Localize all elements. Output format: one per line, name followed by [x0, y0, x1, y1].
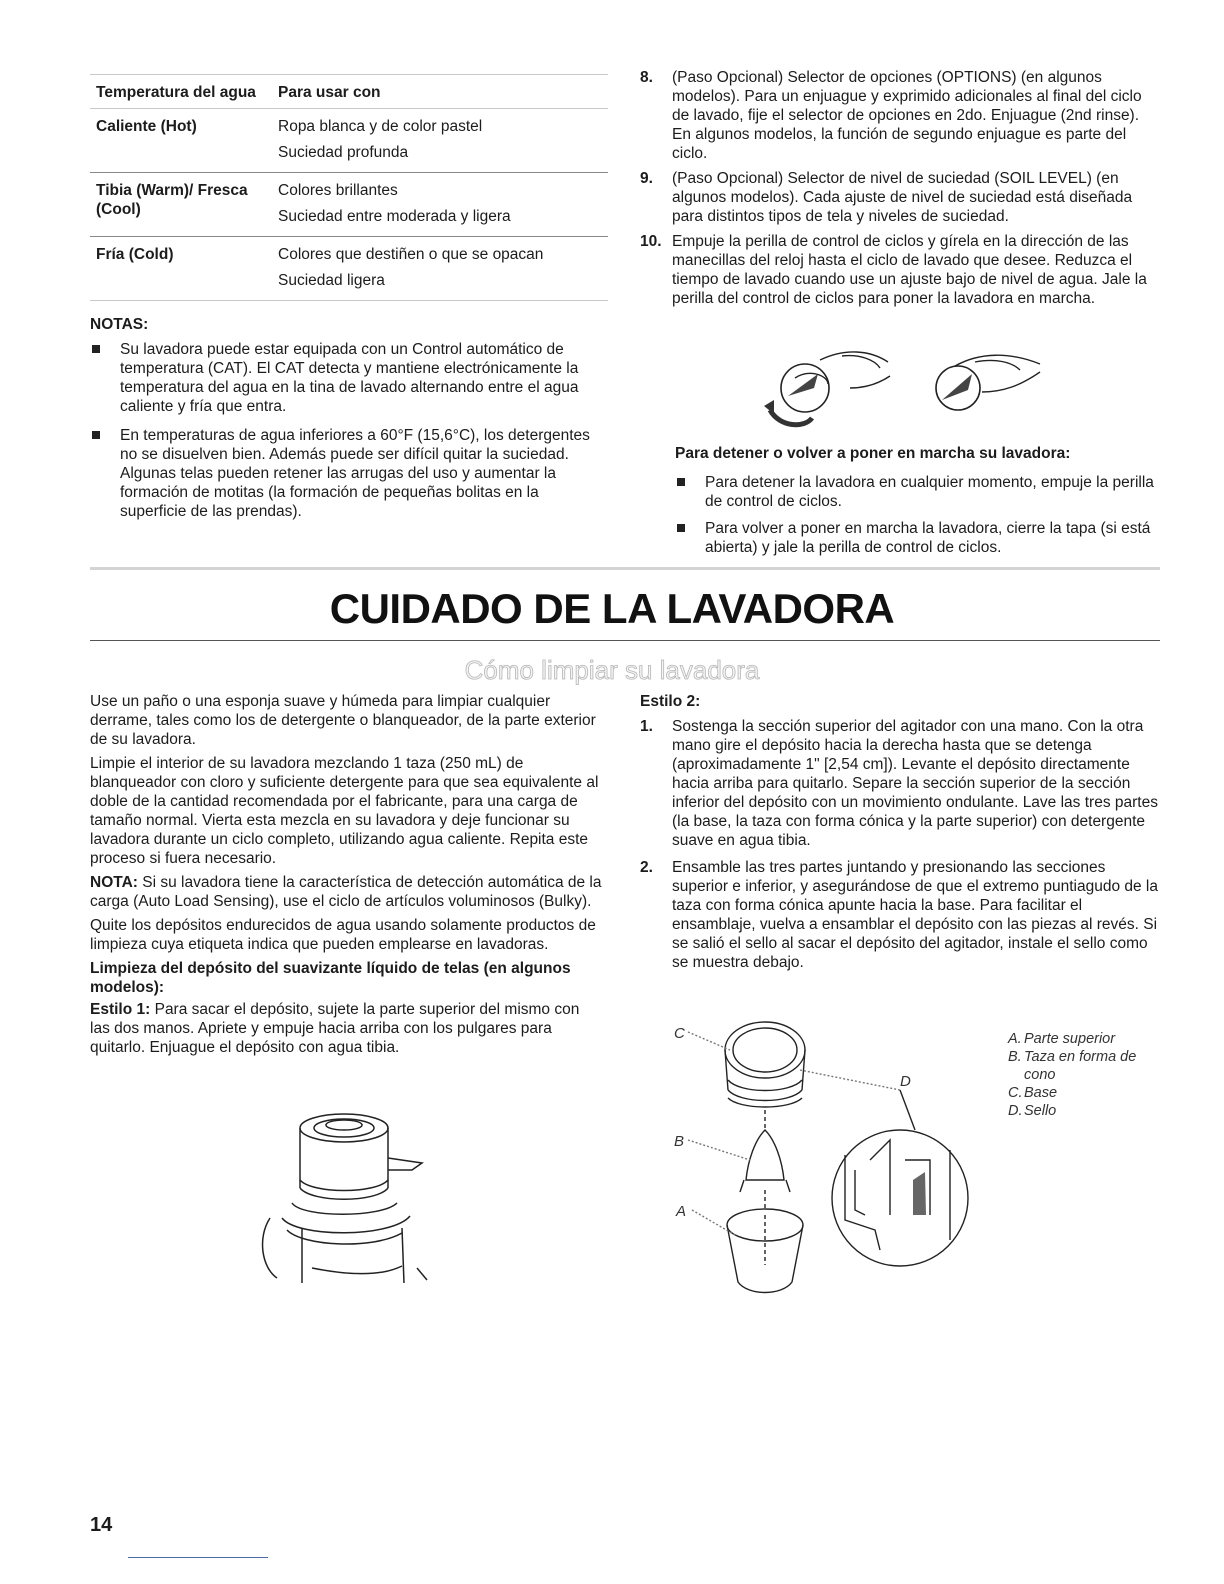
table-bottom-rule [90, 300, 608, 301]
table-row [90, 173, 608, 232]
list-item [640, 858, 1160, 972]
note-text: En temperaturas de agua inferiores a 60°F (15,6°C), los detergentes no se disuelven bien. Además puede ser difícil quitar la suciedad. Algunas telas pueden retener las arrugas del uso y aumentar la formación de motitas (la formación de pequeñas bolitas en la superficie de las prendas). [120, 427, 590, 520]
list-item [675, 519, 1165, 557]
callout-d: D [900, 1073, 911, 1090]
step-number: 2. [640, 859, 653, 876]
use-item: Ropa blanca y de color pastel [278, 118, 483, 135]
style-1-paragraph [90, 1000, 602, 1057]
temp-warm-cool: Tibia (Warm)/ Fresca (Cool) [96, 182, 248, 218]
legend-key: B. [1008, 1049, 1022, 1065]
section-divider [90, 567, 1160, 570]
use-item: Suciedad ligera [278, 272, 385, 289]
use-item: Suciedad entre moderada y ligera [278, 208, 511, 225]
step-text: Sostenga la sección superior del agitador con una mano. Con la otra mano gire el depósito hacia la derecha hasta que se detenga (aproximadamente 1" [2,54 cm]). Levante el depósito directamente hacia arriba para quitarlo. Separe la sección superior de la sección inferior del depósito con un movimiento ondulante. Lave las tres partes (la base, la taza con forma cónica y la parte superior) con detergente suave en agua tibia. [672, 718, 1158, 849]
cleaning-instructions [90, 692, 602, 1062]
paragraph: Limpie el interior de su lavadora mezclando 1 taza (250 mL) de blanqueador con cloro y suficiente detergente para que sea equivalente al doble de la cantidad recomendada por el fabricante, para una carga de tamaño normal. Vierta esta mezcla en su lavadora y deje funcionar su lavadora durante un ciclo completo, utilizando agua caliente. Repita este proceso si fuera necesario. [90, 755, 599, 867]
list-item [640, 68, 1160, 163]
cycle-knob-illustration [750, 348, 1050, 438]
list-item [640, 169, 1160, 226]
restart-text: Para volver a poner en marcha la lavadora, cierre la tapa (si está abierta) y jale la perilla de control de ciclos. [705, 520, 1151, 556]
table-row [90, 109, 608, 168]
dispenser-parts-diagram [660, 1010, 990, 1300]
water-temperature-table [90, 74, 608, 301]
temp-hot: Caliente (Hot) [96, 118, 197, 135]
style-2-instructions [640, 692, 1160, 980]
title-underline [90, 640, 1160, 641]
step-number: 10. [640, 233, 662, 250]
legend-item [1008, 1048, 1158, 1084]
step-text: (Paso Opcional) Selector de nivel de suciedad (SOIL LEVEL) (en algunos modelos). Cada ajuste de nivel de suciedad está diseñada para distintos tipos de tela y niveles de suciedad. [672, 170, 1133, 225]
step-text: Empuje la perilla de control de ciclos y gírela en la dirección de las manecillas del reloj hasta el ciclo de lavado que desee. Reduzca el tiempo de lavado cuando use un ajuste bajo de nivel de agua. Jale la perilla del control de ciclos para poner la lavadora en marcha. [672, 233, 1147, 307]
legend-item [1008, 1084, 1158, 1102]
note-text: Su lavadora puede estar equipada con un Control automático de temperatura (CAT). El CAT detecta y mantiene electrónicamente la temperatura del agua en la tina de lavado alternando entre el agua caliente y fría que entra. [120, 341, 579, 415]
step-number: 9. [640, 170, 653, 187]
notes-section [90, 316, 608, 531]
stop-heading: Para detener o volver a poner en marcha su lavadora: [675, 445, 1071, 462]
paragraph: Quite los depósitos endurecidos de agua usando solamente productos de limpieza cuya etiqueta indica que pueden emplearse en lavadoras. [90, 917, 596, 953]
use-item: Suciedad profunda [278, 144, 409, 161]
legend-item [1008, 1030, 1158, 1048]
header-use-with: Para usar con [278, 84, 381, 101]
bullet-square-icon [677, 524, 685, 532]
wash-steps [640, 68, 1160, 314]
list-item [640, 717, 1160, 850]
header-temperature: Temperatura del agua [96, 84, 256, 101]
parts-legend [1008, 1030, 1158, 1120]
notes-title: NOTAS: [90, 316, 149, 333]
bullet-square-icon [677, 478, 685, 486]
stop-restart-section [675, 444, 1165, 565]
step-text: Ensamble las tres partes juntando y presionando las secciones superior e inferior, y asegurándose de que el extremo puntiagudo de la taza con forma cónica apunte hacia la base. Para facilitar el ensamblaje, vuelva a ensamblar el depósito con las piezas al revés. Si se salió el sello al sacar el depósito del agitador, instale el sello como se muestra debajo. [672, 859, 1158, 971]
step-number: 1. [640, 718, 653, 735]
bottom-rule [128, 1557, 268, 1558]
list-item [90, 426, 608, 521]
page-title: CUIDADO DE LA LAVADORA [329, 585, 895, 632]
softener-dispenser-illustration [252, 1108, 432, 1283]
legend-item [1008, 1102, 1158, 1120]
bullet-square-icon [92, 345, 100, 353]
use-item: Colores brillantes [278, 182, 398, 199]
callout-a: A [676, 1203, 687, 1220]
style-1-body: Para sacar el depósito, sujete la parte superior del mismo con las dos manos. Apriete y empuje hacia arriba con los pulgares para quitarlo. Enjuague el depósito con agua tibia. [90, 1001, 580, 1056]
legend-label: Base [1024, 1085, 1058, 1101]
bullet-square-icon [92, 431, 100, 439]
callout-b: B [674, 1133, 685, 1150]
step-text: (Paso Opcional) Selector de opciones (OPTIONS) (en algunos modelos). Para un enjuague y exprimido adicionales al final del ciclo de lavado, fije el selector de opciones en 2do. Enjuague (2nd rinse). En algunos modelos, la función de segundo enjuague es parte del ciclo. [672, 69, 1142, 162]
legend-label: Parte superior [1024, 1031, 1116, 1047]
list-item [675, 473, 1165, 511]
temp-cold: Fría (Cold) [96, 246, 174, 263]
seal-icon [913, 1172, 926, 1215]
table-row [90, 237, 608, 296]
style-2-heading: Estilo 2: [640, 693, 701, 710]
callout-c: C [674, 1025, 685, 1042]
softener-dispenser-heading: Limpieza del depósito del suavizante líquido de telas (en algunos modelos): [90, 960, 571, 996]
legend-key: C. [1008, 1085, 1023, 1101]
legend-label: Taza en forma de cono [1024, 1049, 1137, 1083]
stop-text: Para detener la lavadora en cualquier momento, empuje la perilla de control de ciclos. [705, 474, 1154, 510]
table-header-row [90, 75, 608, 108]
paragraph: Use un paño o una esponja suave y húmeda para limpiar cualquier derrame, tales como los de detergente o blanqueador, de la parte exterior de su lavadora. [90, 693, 596, 748]
list-item [90, 340, 608, 416]
use-item: Colores que destiñen o que se opacan [278, 246, 544, 263]
legend-label: Sello [1024, 1103, 1057, 1119]
note-body: Si su lavadora tiene la característica de detección automática de la carga (Auto Load Sensing), use el ciclo de artículos voluminosos (Bulky). [90, 874, 602, 910]
list-item [640, 232, 1160, 308]
note-label: NOTA: [90, 874, 138, 891]
style-1-label: Estilo 1: [90, 1001, 151, 1018]
legend-key: D. [1008, 1103, 1023, 1119]
step-number: 8. [640, 69, 653, 86]
section-subtitle: Cómo limpiar su lavadora [464, 655, 760, 685]
legend-key: A. [1008, 1031, 1022, 1047]
note-paragraph [90, 873, 602, 911]
page-number: 14 [90, 1514, 113, 1536]
